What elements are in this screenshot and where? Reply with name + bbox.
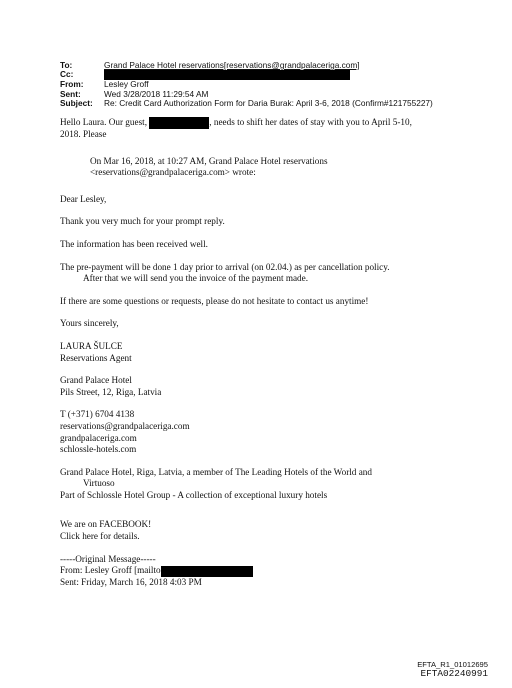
- to-label: To:: [60, 60, 73, 70]
- body-line: 2018. Please: [60, 129, 107, 139]
- email-header: [60, 61, 490, 109]
- membership-line: Virtuoso: [83, 478, 115, 489]
- contact-line: If there are some questions or requests, please do not hesitate to contact us anytime!: [60, 295, 369, 306]
- prepayment-line: The pre-payment will be done 1 day prior to arrival (on 02.04.) as per cancellation policy.: [60, 261, 390, 272]
- hotel-address: Pils Street, 12, Riga, Latvia: [60, 386, 162, 397]
- from-label: From:: [60, 79, 84, 90]
- body-text: From: Lesley Groff [mailto: [60, 565, 161, 576]
- subject-label: Subject:: [60, 98, 93, 109]
- thanks-line: Thank you very much for your prompt reply.: [60, 216, 225, 227]
- redaction-block: [161, 566, 253, 577]
- closing-line: Yours sincerely,: [60, 318, 119, 329]
- subject-row: [60, 99, 490, 108]
- to-row: [60, 61, 490, 70]
- email-line: reservations@grandpalaceriga.com: [60, 420, 190, 431]
- website-line: schlossle-hotels.com: [60, 444, 137, 455]
- cc-label: Cc:: [60, 69, 74, 80]
- original-from-line: [60, 565, 480, 577]
- sent-label: Sent:: [60, 88, 81, 99]
- signature-role: Reservations Agent: [60, 352, 132, 363]
- greeting: Dear Lesley,: [60, 193, 107, 204]
- footer-id-2: EFTA02240991: [420, 668, 488, 679]
- hotel-name: Grand Palace Hotel: [60, 375, 132, 386]
- body-text: , needs to shift her dates of stay with you to April 5-10,: [209, 117, 412, 128]
- group-line: Part of Schlossle Hotel Group - A collection of exceptional luxury hotels: [60, 489, 328, 500]
- website-line: grandpalaceriga.com: [60, 432, 137, 443]
- email-body: [60, 117, 480, 588]
- redaction-block: [149, 117, 209, 129]
- facebook-line: We are on FACEBOOK!: [60, 519, 152, 530]
- sent-value: Wed 3/28/2018 11:29:54 AM: [104, 88, 209, 99]
- body-line: [60, 117, 480, 129]
- body-text: Hello Laura. Our guest,: [60, 117, 147, 128]
- quote-line: <reservations@grandpalaceriga.com> wrote:: [90, 167, 256, 178]
- membership-line: Grand Palace Hotel, Riga, Latvia, a member of The Leading Hotels of the World and: [60, 466, 372, 477]
- subject-value: Re: Credit Card Authorization Form for Daria Burak: April 3-6, 2018 (Confirm#121755227): [104, 98, 433, 109]
- info-line: The information has been received well.: [60, 238, 208, 249]
- original-sent-line: Sent: Friday, March 16, 2018 4:03 PM: [60, 576, 202, 587]
- from-value: Lesley Groff: [104, 79, 149, 90]
- details-line: Click here for details.: [60, 531, 140, 542]
- footer-id-1: EFTA_R1_01012695: [417, 660, 488, 669]
- document-footer: [417, 660, 488, 679]
- to-value: Grand Palace Hotel reservations[reservations@grandpalaceriga.com]: [104, 60, 360, 70]
- quote-line: On Mar 16, 2018, at 10:27 AM, Grand Palace Hotel reservations: [90, 155, 328, 166]
- original-message-line: -----Original Message-----: [60, 553, 156, 564]
- phone-line: T (+371) 6704 4138: [60, 409, 135, 420]
- signature-name: LAURA ŠULCE: [60, 340, 123, 351]
- prepayment-line: After that we will send you the invoice of the payment made.: [83, 273, 309, 284]
